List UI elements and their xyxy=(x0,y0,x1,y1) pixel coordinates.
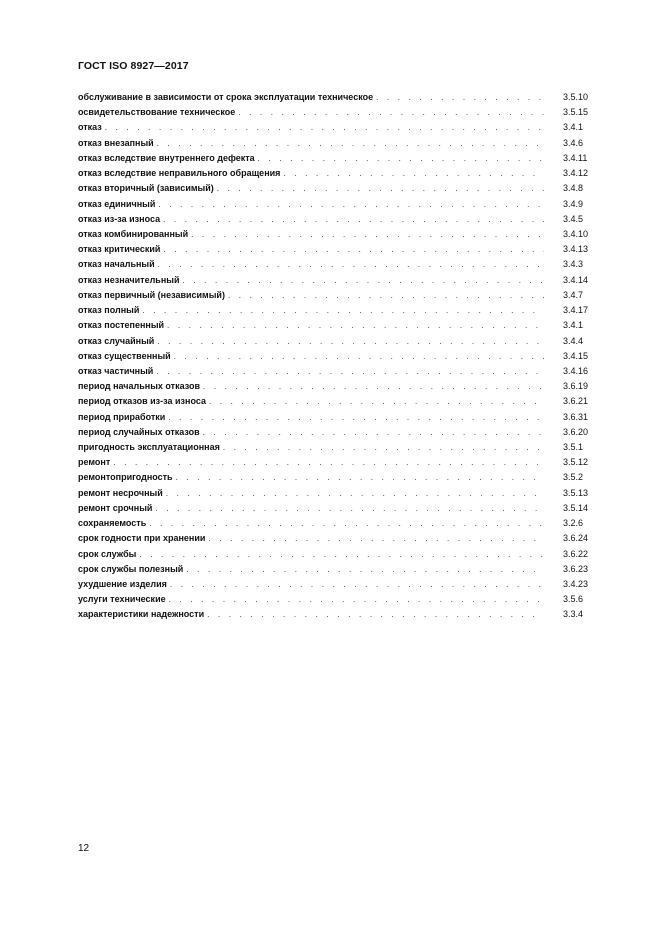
index-reference: 3.4.23 xyxy=(563,579,589,589)
dot-leader xyxy=(258,151,544,166)
index-row xyxy=(78,151,613,166)
dot-leader xyxy=(238,105,544,120)
index-reference: 3.5.1 xyxy=(563,442,584,453)
index-row xyxy=(78,349,613,364)
index-term: срок годности при хранении xyxy=(78,533,206,544)
index-term: освидетельствование техническое xyxy=(78,107,236,118)
dot-leader xyxy=(149,516,544,531)
index-row xyxy=(78,592,613,607)
dot-leader xyxy=(209,394,544,409)
dot-leader xyxy=(157,334,544,349)
dot-leader xyxy=(186,562,544,577)
index-term: отказ вследствие неправильного обращения xyxy=(78,168,281,179)
index-row xyxy=(78,303,613,318)
index-row xyxy=(78,288,613,303)
dot-leader xyxy=(283,166,544,181)
dot-leader xyxy=(158,257,544,272)
index-term: ремонтопригодность xyxy=(78,472,173,483)
index-reference: 3.4.6 xyxy=(563,137,584,148)
index-term: отказ единичный xyxy=(78,198,156,209)
index-reference: 3.6.20 xyxy=(563,426,589,437)
dot-leader xyxy=(176,470,544,485)
index-term: срок службы xyxy=(78,548,137,559)
dot-leader xyxy=(163,212,544,227)
index-term: отказ начальный xyxy=(78,259,155,270)
dot-leader xyxy=(168,410,544,425)
index-reference: 3.6.24 xyxy=(563,533,589,544)
index-row xyxy=(78,227,613,242)
dot-leader xyxy=(208,531,544,546)
index-term: ухудшение изделия xyxy=(78,579,167,589)
dot-leader xyxy=(170,577,544,592)
index-reference: 3.4.12 xyxy=(563,168,589,179)
dot-leader xyxy=(174,349,544,364)
index-reference: 3.4.10 xyxy=(563,228,589,239)
index-reference: 3.4.1 xyxy=(563,122,584,133)
index-term: период приработки xyxy=(78,411,166,422)
dot-leader xyxy=(156,364,544,379)
index-row xyxy=(78,410,613,425)
index-term: отказ внезапный xyxy=(78,137,154,148)
index-term: срок службы полезный xyxy=(78,563,184,574)
index-term: отказ частичный xyxy=(78,365,154,376)
index-row xyxy=(78,531,613,546)
index-reference: 3.4.14 xyxy=(563,274,589,285)
index-reference: 3.5.12 xyxy=(563,457,589,468)
index-reference: 3.5.6 xyxy=(563,594,584,605)
index-term: отказ постепенный xyxy=(78,320,165,331)
index-term: отказ незначительный xyxy=(78,274,180,285)
index-row xyxy=(78,501,613,516)
dot-leader xyxy=(203,379,544,394)
dot-leader xyxy=(182,273,544,288)
alphabetical-index xyxy=(78,90,613,623)
index-term: ремонт несрочный xyxy=(78,487,163,498)
index-term: отказ критический xyxy=(78,244,161,255)
index-reference: 3.4.1 xyxy=(563,320,584,331)
dot-leader xyxy=(376,90,544,105)
index-row xyxy=(78,273,613,288)
dot-leader xyxy=(223,440,544,455)
index-term: отказ существенный xyxy=(78,350,171,361)
index-reference: 3.5.13 xyxy=(563,487,589,498)
index-row xyxy=(78,516,613,531)
dot-leader xyxy=(139,547,544,562)
index-term: ремонт срочный xyxy=(78,502,153,513)
index-reference: 3.4.11 xyxy=(563,152,588,163)
index-row xyxy=(78,166,613,181)
index-reference: 3.4.4 xyxy=(563,335,584,346)
index-row xyxy=(78,197,613,212)
index-reference: 3.4.16 xyxy=(563,365,589,376)
index-reference: 3.6.23 xyxy=(563,563,589,574)
index-term: отказ полный xyxy=(78,305,140,316)
index-reference: 3.3.4 xyxy=(563,609,584,620)
index-row xyxy=(78,90,613,105)
index-reference: 3.6.22 xyxy=(563,548,589,559)
index-reference: 3.4.3 xyxy=(563,259,584,270)
index-row xyxy=(78,364,613,379)
index-term: ремонт xyxy=(78,457,111,468)
index-term: обслуживание в зависимости от срока эксплуатации техническое xyxy=(78,92,374,102)
dot-leader xyxy=(157,136,544,151)
index-reference: 3.4.13 xyxy=(563,244,589,255)
index-reference: 3.2.6 xyxy=(563,518,584,529)
index-reference: 3.6.19 xyxy=(563,381,589,392)
index-reference: 3.5.2 xyxy=(563,472,584,483)
page-number: 12 xyxy=(78,843,90,854)
index-row xyxy=(78,486,613,501)
index-row xyxy=(78,440,613,455)
index-row xyxy=(78,470,613,485)
dot-leader xyxy=(166,486,544,501)
index-reference: 3.4.9 xyxy=(563,198,584,209)
index-term: характеристики надежности xyxy=(78,609,205,620)
dot-leader xyxy=(191,227,544,242)
index-reference: 3.4.15 xyxy=(563,350,589,361)
index-reference: 3.4.8 xyxy=(563,183,584,194)
index-row xyxy=(78,425,613,440)
dot-leader xyxy=(105,120,544,135)
index-term: период начальных отказов xyxy=(78,381,200,392)
index-row xyxy=(78,242,613,257)
index-term: отказ комбинированный xyxy=(78,228,189,239)
index-row xyxy=(78,334,613,349)
index-row xyxy=(78,136,613,151)
index-reference: 3.5.15 xyxy=(563,107,589,118)
dot-leader xyxy=(155,501,544,516)
dot-leader xyxy=(167,318,544,333)
dot-leader xyxy=(158,197,544,212)
index-term: отказ случайный xyxy=(78,335,155,346)
index-term: отказ вторичный (зависимый) xyxy=(78,183,214,194)
index-row xyxy=(78,120,613,135)
index-term: период случайных отказов xyxy=(78,426,200,437)
index-reference: 3.4.7 xyxy=(563,289,584,300)
index-term: отказ из-за износа xyxy=(78,213,161,224)
index-term: услуги технические xyxy=(78,594,166,605)
dot-leader xyxy=(142,303,544,318)
dot-leader xyxy=(217,181,544,196)
dot-leader xyxy=(169,592,544,607)
index-row xyxy=(78,455,613,470)
dot-leader xyxy=(228,288,544,303)
index-row xyxy=(78,607,613,622)
dot-leader xyxy=(207,607,544,622)
index-row xyxy=(78,105,613,120)
index-reference: 3.6.31 xyxy=(563,411,589,422)
index-reference: 3.5.10 xyxy=(563,92,589,102)
index-row xyxy=(78,212,613,227)
index-reference: 3.6.21 xyxy=(563,396,589,407)
index-row xyxy=(78,562,613,577)
index-term: сохраняемость xyxy=(78,518,147,529)
index-row xyxy=(78,379,613,394)
index-row xyxy=(78,181,613,196)
document-header: ГОСТ ISO 8927—2017 xyxy=(78,60,189,72)
index-reference: 3.5.14 xyxy=(563,502,589,513)
index-term: отказ xyxy=(78,122,102,133)
dot-leader xyxy=(163,242,544,257)
index-term: отказ вследствие внутреннего дефекта xyxy=(78,152,255,163)
index-row xyxy=(78,547,613,562)
index-reference: 3.4.17 xyxy=(563,305,589,316)
index-term: период отказов из-за износа xyxy=(78,396,206,407)
dot-leader xyxy=(203,425,544,440)
index-row xyxy=(78,318,613,333)
index-term: пригодность эксплуатационная xyxy=(78,442,220,453)
index-term: отказ первичный (независимый) xyxy=(78,289,225,300)
index-row xyxy=(78,257,613,272)
index-row xyxy=(78,394,613,409)
index-reference: 3.4.5 xyxy=(563,213,584,224)
dot-leader xyxy=(113,455,544,470)
index-row xyxy=(78,577,613,592)
